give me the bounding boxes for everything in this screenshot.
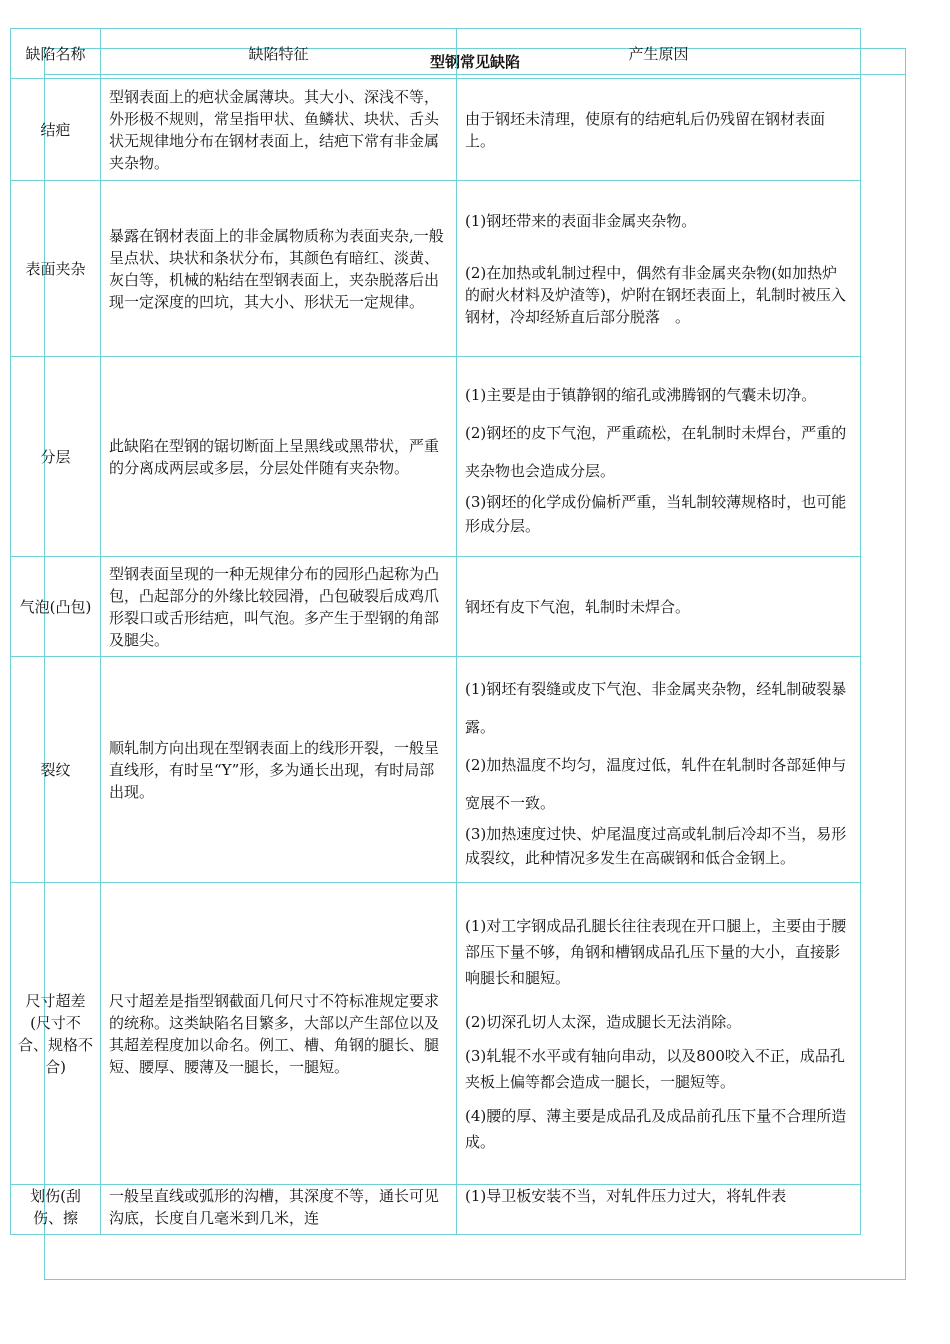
defect-cause	[457, 79, 861, 181]
table-row	[11, 657, 861, 883]
cause-item: (2)切深孔切人太深，造成腿长无法消除。	[465, 1012, 742, 1031]
defects-table	[10, 28, 861, 1235]
cause-item: (4)腰的厚、薄主要是成品孔及成品前孔压下量不合理所造成。	[465, 1106, 847, 1151]
defect-name: 结疤	[11, 79, 101, 181]
table-row	[11, 1185, 861, 1235]
defect-feature: 型钢表面呈现的一种无规律分布的园形凸起称为凸包，凸起部分的外缘比较园滑，凸包破裂后成鸡爪形裂口或舌形结疤，叫气泡。多产生于型钢的角部及腿尖。	[101, 557, 457, 657]
defect-name: 气泡(凸包)	[11, 557, 101, 657]
defect-cause	[457, 657, 861, 883]
table-row	[11, 883, 861, 1185]
defect-name: 表面夹杂	[11, 181, 101, 357]
defect-name: 划伤(刮伤、擦	[11, 1185, 101, 1235]
table-row	[11, 79, 861, 181]
defect-cause	[457, 883, 861, 1185]
cause-item: (2)钢坯的皮下气泡，严重疏松，在轧制时未焊台，严重的夹杂物也会造成分层。	[465, 423, 847, 480]
header-feature: 缺陷特征	[101, 29, 457, 79]
defect-feature: 暴露在钢材表面上的非金属物质称为表面夹杂,一般呈点状、块状和条状分布，其颜色有暗红、淡黄、灰白等，机械的粘结在型钢表面上，夹杂脱落后出现一定深度的凹坑，其大小、形状无一定规律。	[101, 181, 457, 357]
header-cause: 产生原因	[457, 29, 861, 79]
defect-feature: 一般呈直线或弧形的沟槽，其深度不等，通长可见沟底，长度自几毫米到几米，连	[101, 1185, 457, 1235]
cause-item: (3)轧辊不水平或有轴向串动，以及800咬入不正，成品孔夹板上偏等都会造成一腿长，一腿短等。	[465, 1046, 845, 1091]
defect-name: 分层	[11, 357, 101, 557]
defect-name: 尺寸超差(尺寸不合、规格不合)	[11, 883, 101, 1185]
cause-item: (1)对工字钢成品孔腿长往往表现在开口腿上，主要由于腰部压下量不够，角钢和槽钢成品孔压下量的大小，直接影响腿长和腿短。	[465, 916, 847, 987]
cause-item: (3)钢坯的化学成份偏析严重，当轧制较薄规格时，也可能形成分层。	[465, 492, 847, 535]
cause-item: 钢坯有皮下气泡，轧制时未焊合。	[465, 597, 691, 616]
header-name: 缺陷名称	[11, 29, 101, 79]
header-row	[11, 29, 861, 79]
cause-item: (3)加热速度过快、炉尾温度过高或轧制后冷却不当，易形成裂纹，此种情况多发生在高碳钢和低合金钢上。	[465, 824, 847, 867]
defect-cause	[457, 1185, 861, 1235]
defect-feature: 顺轧制方向出现在型钢表面上的线形开裂，一般呈直线形，有时呈“Y”形，多为通长出现，有时局部出现。	[101, 657, 457, 883]
defect-feature: 型钢表面上的疤状金属薄块。其大小、深浅不等，外形极不规则，常呈指甲状、鱼鳞状、块状、舌头状无规律地分布在钢材表面上，结疤下常有非金属夹杂物。	[101, 79, 457, 181]
table-row	[11, 557, 861, 657]
cause-item: (1)钢坯带来的表面非金属夹杂物。	[465, 211, 697, 230]
defect-cause	[457, 557, 861, 657]
defect-cause	[457, 357, 861, 557]
cause-item: (1)导卫板安装不当，对轧件压力过大，将轧件表	[465, 1187, 787, 1205]
table-row	[11, 357, 861, 557]
defect-feature: 此缺陷在型钢的锯切断面上呈黑线或黑带状，严重的分离成两层或多层，分层处伴随有夹杂物。	[101, 357, 457, 557]
cause-item: (2)加热温度不均匀，温度过低，轧件在轧制时各部延伸与宽展不一致。	[465, 755, 847, 812]
cause-item: (2)在加热或轧制过程中，偶然有非金属夹杂物(如加热炉的耐火材料及炉渣等)，炉附在钢坯表面上，轧制时被压入钢材，冷却经矫直后部分脱落 。	[465, 263, 846, 326]
cause-item: (1)主要是由于镇静钢的缩孔或沸腾钢的气囊未切净。	[465, 385, 817, 404]
defect-feature: 尺寸超差是指型钢截面几何尺寸不符标准规定要求的统称。这类缺陷名目繁多，大部以产生部位以及其超差程度加以命名。例工、槽、角钢的腿长、腿短、腰厚、腰薄及一腿长，一腿短。	[101, 883, 457, 1185]
cause-item: (1)钢坯有裂缝或皮下气泡、非金属夹杂物，经轧制破裂暴露。	[465, 679, 847, 736]
cause-item: 由于钢坯未清理，使原有的结疤轧后仍残留在钢材表面上。	[465, 109, 826, 150]
defect-cause	[457, 181, 861, 357]
defect-name: 裂纹	[11, 657, 101, 883]
table-row	[11, 181, 861, 357]
table-title: 型钢常见缺陷	[45, 49, 905, 75]
